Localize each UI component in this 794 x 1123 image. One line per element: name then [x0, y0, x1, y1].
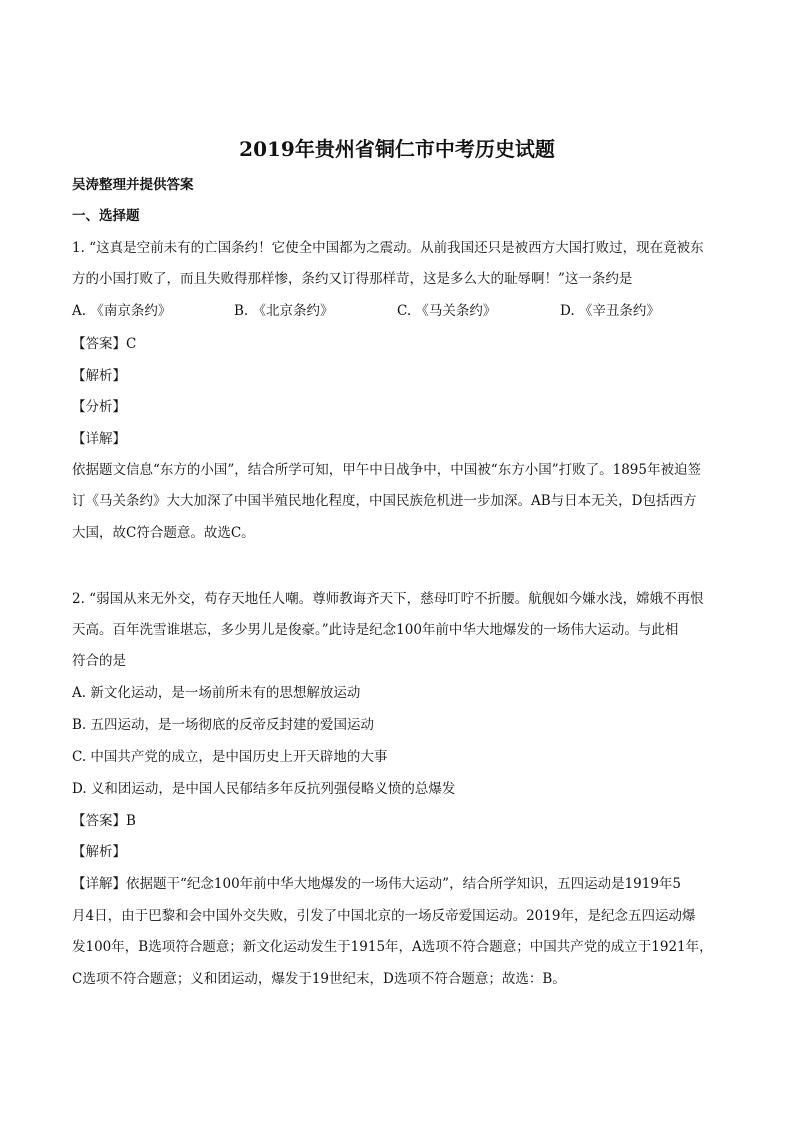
- q1-option-b: B. 《北京条约》: [234, 303, 334, 319]
- q2-answer: 【答案】B: [72, 813, 136, 829]
- q1-fenxi-label: 【分析】: [72, 399, 126, 415]
- q1-option-c: C. 《马关条约》: [397, 303, 497, 319]
- q2-stem-line: 2. “弱国从来无外交，苟存天地任人嘲。尊师教诲齐天下，慈母叮咛不折腰。航舰如今嫌水浅，嫦娥不再恨: [72, 591, 704, 607]
- q1-detail-line: 订《马关条约》大大加深了中国半殖民地化程度，中国民族危机进一步加深。AB与日本无关，D包括西方: [72, 493, 697, 509]
- section-heading: 一、选择题: [72, 208, 140, 224]
- q2-stem-line: 天高。百年洗雪谁堪忘，多少男儿是俊豪。”此诗是纪念100年前中华大地爆发的一场伟大运动。与此相: [72, 622, 679, 638]
- q1-detail-line: 依据题文信息“东方的小国”，结合所学可知，甲午中日战争中，中国被“东方小国”打败了。1895年被迫签: [72, 462, 701, 478]
- q1-stem-line: 方的小国打败了，而且失败得那样惨，条约又订得那样苛，这是多么大的耻辱啊！”这一条约是: [72, 271, 633, 287]
- q2-option-c: C. 中国共产党的成立，是中国历史上开天辟地的大事: [72, 749, 388, 765]
- q2-detail-line: 发100年，B选项符合题意；新文化运动发生于1915年，A选项不符合题意；中国共产党的成立于1921年，: [72, 939, 713, 955]
- q1-detail-line: 大国，故C符合题意。故选C。: [72, 525, 255, 541]
- page-title: 2019年贵州省铜仁市中考历史试题: [239, 137, 555, 161]
- compiler-note: 吴涛整理并提供答案: [72, 177, 194, 193]
- q1-answer: 【答案】C: [72, 336, 137, 352]
- q1-option-d: D. 《辛丑条约》: [560, 303, 660, 319]
- q1-detail-label: 【详解】: [72, 431, 126, 447]
- q1-analysis-label: 【解析】: [72, 368, 126, 384]
- q2-analysis-label: 【解析】: [72, 844, 126, 860]
- q2-detail-line: 月4日，由于巴黎和会中国外交失败，引发了中国北京的一场反帝爱国运动。2019年，是纪念五四运动爆: [72, 908, 696, 924]
- q2-stem-line: 符合的是: [72, 653, 126, 669]
- q1-option-a: A. 《南京条约》: [72, 303, 172, 319]
- q2-option-b: B. 五四运动，是一场彻底的反帝反封建的爱国运动: [72, 717, 375, 733]
- q1-stem-line: 1. “这真是空前未有的亡国条约！它使全中国都为之震动。从前我国还只是被西方大国打败过，现在竟被东: [72, 240, 704, 256]
- q2-option-a: A. 新文化运动，是一场前所未有的思想解放运动: [72, 685, 361, 701]
- q2-detail-line: C选项不符合题意；义和团运动，爆发于19世纪末，D选项不符合题意；故选：B。: [72, 971, 566, 987]
- q2-detail-line: 【详解】依据题干“纪念100年前中华大地爆发的一场伟大运动”，结合所学知识，五四运动是1919年5: [72, 876, 682, 892]
- q2-option-d: D. 义和团运动，是中国人民郁结多年反抗列强侵略义愤的总爆发: [72, 781, 456, 797]
